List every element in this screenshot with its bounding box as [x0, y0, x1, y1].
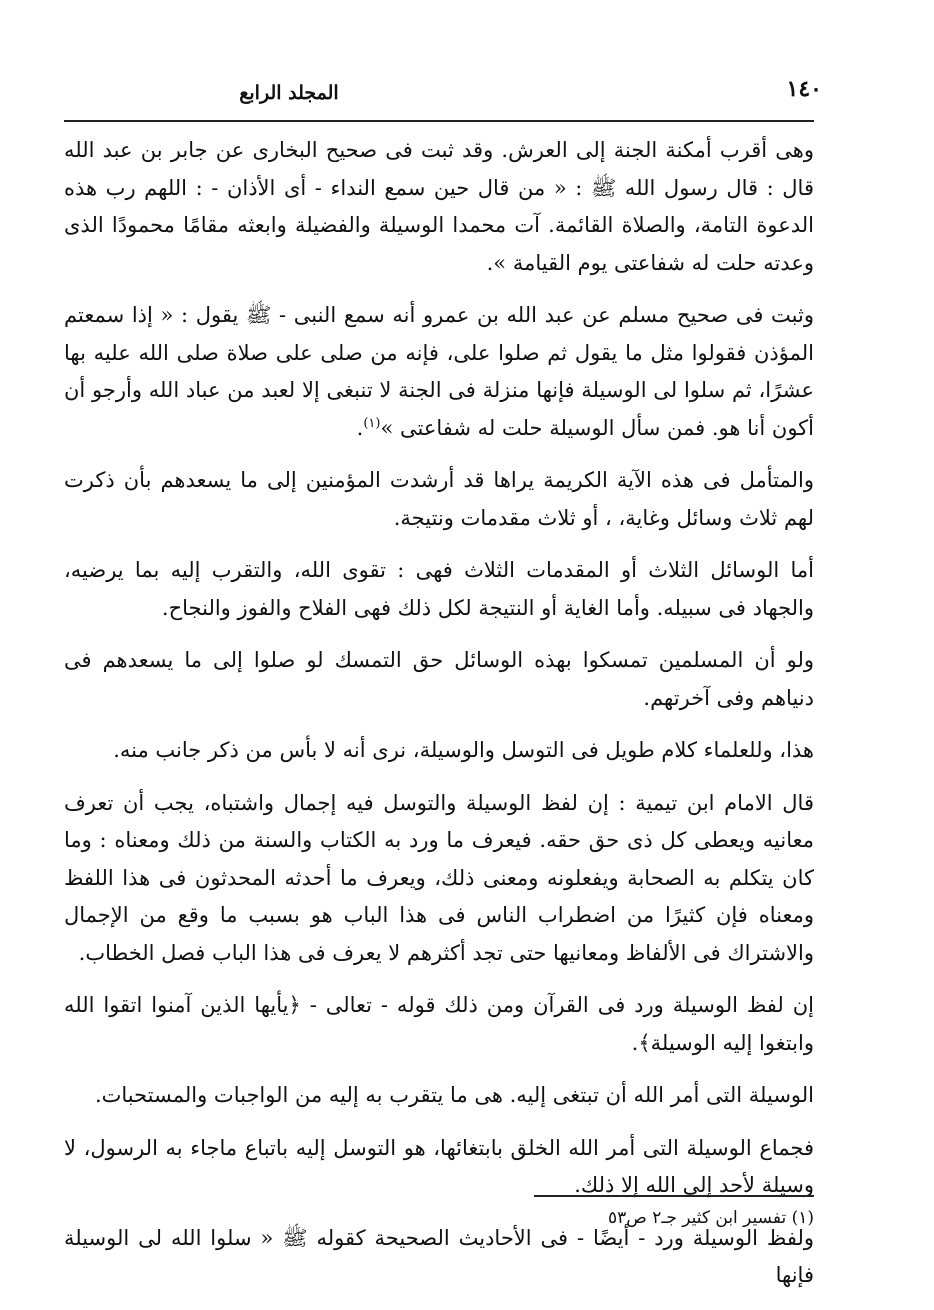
footnote: (١) تفسير ابن كثير جـ٢ ص٥٣ — [607, 1208, 814, 1228]
paragraph — [64, 297, 814, 447]
paragraph: إن لفظ الوسيلة ورد فى القرآن ومن ذلك قوله - تعالى - ﴿يأيها الذين آمنوا اتقوا الله وابتغوا إليه الوسيلة﴾. — [64, 993, 814, 1055]
paragraph: ولو أن المسلمين تمسكوا بهذه الوسائل حق التمسك لو صلوا إلى ما يسعدهم فى دنياهم وفى آخرتهم. — [64, 648, 814, 710]
paragraph: هذا، وللعلماء كلام طويل فى التوسل والوسيلة، نرى أنه لا بأس من ذكر جانب منه. — [113, 738, 814, 762]
footnote-rule — [534, 1195, 814, 1197]
page-body — [64, 132, 814, 1310]
footnote-marker: (١) — [363, 415, 381, 431]
paragraph: قال الامام ابن تيمية : إن لفظ الوسيلة والتوسل فيه إجمال واشتباه، يجب أن تعرف معانيه ويعطى كل ذى حق حقه. فيعرف ما ورد به الكتاب والسنة من ذلك ومعناه : وما كان يتكلم به الصحابة ويفعلونه ومعنى ذلك، ويعرف ما أحدثه المحدثون فى هذا اللفظ ومعناه فإن كثيرًا من اضطراب الناس فى هذا الباب هو بسبب ما وقع من الإجمال والاشتراك فى الألفاظ ومعانيها حتى تجد أكثرهم لا يعرف فى هذا الباب فصل الخطاب. — [64, 790, 814, 965]
paragraph: وهى أقرب أمكنة الجنة إلى العرش. وقد ثبت فى صحيح البخارى عن جابر بن عبد الله قال : قال رسول الله ﷺ : « من قال حين سمع النداء - أى الأذان - : اللهم رب هذه الدعوة التامة، والصلاة القائمة. آت محمدا الوسيلة والفضيلة وابعثه مقامًا محمودًا الذى وعدته حلت له شفاعتى يوم القيامة ». — [64, 138, 814, 275]
paragraph: فجماع الوسيلة التى أمر الله الخلق بابتغائها، هو التوسل إليه باتباع ماجاء به الرسول، لا وسيلة لأحد إلى الله إلا ذلك. — [64, 1135, 814, 1197]
page-number: ١٤٠ — [786, 76, 822, 102]
paragraph: أما الوسائل الثلاث أو المقدمات الثلاث فهى : تقوى الله، والتقرب إليه بما يرضيه، والجهاد فى سبيله. وأما الغاية أو النتيجة لكل ذلك فهى الفلاح والفوز والنجاح. — [64, 558, 814, 620]
paragraph: الوسيلة التى أمر الله أن تبتغى إليه. هى ما يتقرب به إليه من الواجبات والمستحبات. — [94, 1083, 814, 1107]
running-title: المجلد الرابع — [239, 82, 339, 104]
paragraph-end: . — [356, 415, 364, 440]
page-header — [64, 76, 822, 112]
paragraph-text: وثبت فى صحيح مسلم عن عبد الله بن عمرو أنه سمع النبى - ﷺ يقول : « إذا سمعتم المؤذن فقولوا مثل ما يقول ثم صلوا على، فإنه من صلى على صلاة صلى الله عليه بها عشرًا، ثم سلوا لى الوسيلة فإنها منزلة فى الجنة لا تنبغى إلا لعبد من عباد الله وأرجو أن أكون أنا هو. فمن سأل الوسيلة حلت له شفاعتى » — [64, 303, 814, 440]
paragraph: والمتأمل فى هذه الآية الكريمة يراها قد أرشدت المؤمنين إلى ما يسعدهم بأن ذكرت لهم ثلاث وسائل وغاية، ، أو ثلاث مقدمات ونتيجة. — [64, 468, 814, 530]
paragraph: ولفظ الوسيلة ورد - أيضًا - فى الأحاديث الصحيحة كقوله ﷺ « سلوا الله لى الوسيلة فإنها — [64, 1225, 814, 1287]
header-rule — [64, 120, 814, 122]
